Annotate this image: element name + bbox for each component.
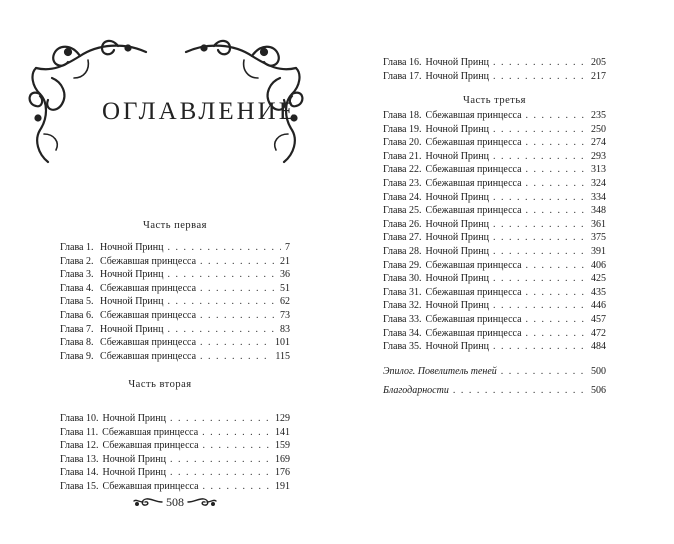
toc-entry[interactable] (60, 255, 290, 269)
toc-entry[interactable] (383, 123, 606, 137)
chapter-title: Ночной Принц (425, 123, 489, 135)
chapter-title: Сбежавшая принцесса (425, 313, 522, 325)
page-number: 62 (280, 296, 290, 308)
page-number: 484 (591, 341, 606, 353)
chapter-number: Глава 31. (383, 286, 422, 298)
toc-entry[interactable] (383, 286, 606, 300)
chapter-title: Сбежавшая принцесса (100, 282, 197, 294)
page-number: 274 (591, 137, 606, 149)
toc-entry[interactable] (60, 466, 290, 480)
page-number: 176 (275, 467, 290, 479)
toc-entry[interactable] (383, 150, 606, 164)
chapter-title: Сбежавшая принцесса (425, 110, 522, 121)
page-number-footer: 508 (166, 494, 184, 509)
chapter-number: Глава 29. (383, 259, 422, 271)
leader-dots (200, 336, 271, 350)
toc-entry[interactable] (60, 241, 290, 255)
chapter-title: Сбежавшая принцесса (100, 350, 197, 362)
toc-entry[interactable] (383, 177, 606, 191)
chapter-title: Сбежавшая принцесса (100, 255, 197, 267)
chapter-title: Сбежавшая принцесса (100, 309, 197, 321)
chapter-number: Глава 23. (383, 177, 422, 189)
toc-entry[interactable] (383, 218, 606, 232)
toc-entry[interactable] (60, 282, 290, 296)
toc-entry[interactable] (60, 426, 290, 440)
chapter-title: Сбежавшая принцесса (102, 440, 199, 452)
toc-entry[interactable] (383, 340, 606, 354)
toc-entry[interactable] (60, 323, 290, 337)
chapter-title: Ночной Принц (100, 269, 164, 281)
page-number: 457 (591, 313, 606, 325)
entry-title: Благодарности (383, 385, 449, 396)
leader-dots (526, 163, 587, 177)
chapter-number: Глава 21. (383, 150, 422, 162)
toc-entry-epilogue[interactable] (383, 362, 606, 381)
leader-dots (493, 123, 587, 137)
chapter-number: Глава 5. (60, 296, 94, 308)
leader-dots (203, 439, 271, 453)
toc-entry[interactable] (60, 412, 290, 426)
chapter-title: Сбежавшая принцесса (425, 177, 522, 189)
back-matter-list (383, 362, 606, 400)
chapter-number: Глава 35. (383, 341, 422, 353)
chapter-number: Глава 8. (60, 337, 94, 349)
chapter-number: Глава 13. (60, 453, 99, 465)
chapter-number: Глава 24. (383, 191, 422, 203)
page-number: 191 (275, 480, 290, 492)
leader-dots (167, 241, 281, 255)
leader-dots (200, 350, 271, 364)
chapter-number: Глава 17. (383, 70, 422, 82)
chapter-number: Глава 6. (60, 309, 94, 321)
page-number: 435 (591, 286, 606, 298)
leader-dots (526, 259, 587, 273)
toc-entry[interactable] (60, 295, 290, 309)
page-number: 169 (275, 453, 290, 465)
footer-flourish-left-icon (133, 496, 163, 508)
chapter-number: Глава 33. (383, 313, 422, 325)
leader-dots (453, 381, 587, 400)
page-number: 115 (275, 350, 290, 362)
page-number: 250 (591, 123, 606, 135)
chapter-number: Глава 15. (60, 480, 99, 492)
page-number: 334 (591, 191, 606, 203)
leader-dots (170, 412, 271, 426)
page-number: 51 (280, 282, 290, 294)
leader-dots (200, 309, 276, 323)
chapter-number: Глава 25. (383, 205, 422, 217)
chapter-number: Глава 18. (383, 110, 422, 121)
toc-entry[interactable] (60, 480, 290, 494)
chapter-number: Глава 10. (60, 413, 99, 424)
leader-dots (200, 255, 276, 269)
toc-entry[interactable] (383, 259, 606, 273)
chapter-number: Глава 2. (60, 255, 94, 267)
toc-entry[interactable] (383, 56, 606, 70)
chapter-number: Глава 9. (60, 350, 94, 362)
page-title: ОГЛАВЛЕНИЕ (102, 98, 297, 125)
leader-dots (202, 426, 271, 440)
leader-dots (493, 340, 587, 354)
toc-entry[interactable] (383, 299, 606, 313)
chapter-number: Глава 27. (383, 232, 422, 244)
continued-list (383, 56, 606, 83)
page-number: 141 (275, 426, 290, 438)
page-number: 500 (591, 366, 606, 377)
leader-dots (526, 286, 587, 300)
chapter-title: Ночной Принц (100, 242, 164, 253)
chapter-title: Ночной Принц (102, 453, 166, 465)
leader-dots (493, 299, 587, 313)
toc-entry[interactable] (60, 350, 290, 364)
page-number: 129 (275, 413, 290, 424)
chapter-title: Ночной Принц (425, 70, 489, 82)
toc-entry[interactable] (60, 439, 290, 453)
toc-entry[interactable] (383, 70, 606, 84)
leader-dots (493, 150, 587, 164)
toc-entry-acknowledgements[interactable] (383, 381, 606, 400)
toc-entry[interactable] (60, 268, 290, 282)
chapter-title: Ночной Принц (425, 57, 489, 68)
page-number: 506 (591, 385, 606, 396)
chapter-number: Глава 7. (60, 323, 94, 335)
toc-entry[interactable] (383, 327, 606, 341)
chapter-title: Ночной Принц (425, 191, 489, 203)
page-number: 101 (275, 337, 290, 349)
page-number: 391 (591, 245, 606, 257)
page-footer (130, 494, 220, 510)
chapter-title: Сбежавшая принцесса (425, 164, 522, 176)
leader-dots (203, 480, 271, 494)
chapter-title: Ночной Принц (100, 323, 164, 335)
toc-entry[interactable] (383, 231, 606, 245)
page-number: 7 (285, 242, 290, 253)
page-number: 36 (280, 269, 290, 281)
toc-entry[interactable] (60, 309, 290, 323)
page-number: 361 (591, 218, 606, 230)
page-number: 406 (591, 259, 606, 271)
toc-entry[interactable] (383, 272, 606, 286)
chapter-number: Глава 26. (383, 218, 422, 230)
right-page (337, 0, 674, 544)
part-three-list (383, 109, 606, 354)
page-number: 159 (275, 440, 290, 452)
part-one-heading: Часть первая (143, 220, 207, 231)
chapter-number: Глава 14. (60, 467, 99, 479)
toc-entry[interactable] (383, 313, 606, 327)
part-one-list (60, 241, 290, 363)
chapter-number: Глава 22. (383, 164, 422, 176)
chapter-title: Ночной Принц (425, 245, 489, 257)
chapter-title: Сбежавшая принцесса (102, 426, 199, 438)
chapter-title: Сбежавшая принцесса (425, 286, 522, 298)
leader-dots (526, 327, 587, 341)
leader-dots (170, 453, 271, 467)
part-three-heading: Часть третья (463, 95, 526, 106)
leader-dots (493, 218, 587, 232)
toc-entry[interactable] (383, 136, 606, 150)
page-number: 21 (280, 255, 290, 267)
page-number: 324 (591, 177, 606, 189)
chapter-title: Ночной Принц (102, 467, 166, 479)
leader-dots (526, 136, 587, 150)
chapter-title: Сбежавшая принцесса (425, 205, 522, 217)
chapter-title: Ночной Принц (100, 296, 164, 308)
chapter-title: Ночной Принц (425, 341, 489, 353)
toc-entry[interactable] (60, 453, 290, 467)
toc-entry[interactable] (60, 336, 290, 350)
chapter-number: Глава 30. (383, 273, 422, 285)
leader-dots (526, 177, 587, 191)
leader-dots (200, 282, 276, 296)
leader-dots (526, 204, 587, 218)
leader-dots (493, 245, 587, 259)
toc-entry[interactable] (383, 191, 606, 205)
leader-dots (493, 231, 587, 245)
leader-dots (493, 272, 587, 286)
page-number: 472 (591, 327, 606, 339)
entry-title: Эпилог. Повелитель теней (383, 366, 497, 377)
chapter-number: Глава 3. (60, 269, 94, 281)
leader-dots (526, 109, 587, 123)
leader-dots (167, 268, 276, 282)
chapter-number: Глава 11. (60, 426, 99, 438)
chapter-title: Сбежавшая принцесса (425, 137, 522, 149)
page-number: 293 (591, 150, 606, 162)
chapter-title: Ночной Принц (425, 218, 489, 230)
chapter-title: Сбежавшая принцесса (425, 259, 522, 271)
chapter-title: Сбежавшая принцесса (425, 327, 522, 339)
part-two-heading: Часть вторая (128, 379, 192, 390)
leader-dots (167, 295, 276, 309)
chapter-title: Ночной Принц (425, 232, 489, 244)
leader-dots (170, 466, 271, 480)
chapter-title: Сбежавшая принцесса (102, 480, 199, 492)
page-number: 217 (591, 70, 606, 82)
toc-entry[interactable] (383, 245, 606, 259)
leader-dots (493, 191, 587, 205)
page-number: 235 (591, 110, 606, 121)
toc-entry[interactable] (383, 204, 606, 218)
leader-dots (167, 323, 276, 337)
toc-entry[interactable] (383, 109, 606, 123)
part-two-list (60, 412, 290, 494)
page-number: 83 (280, 323, 290, 335)
chapter-number: Глава 19. (383, 123, 422, 135)
chapter-number: Глава 20. (383, 137, 422, 149)
chapter-number: Глава 1. (60, 242, 94, 253)
chapter-title: Ночной Принц (425, 273, 489, 285)
page-number: 425 (591, 273, 606, 285)
chapter-number: Глава 28. (383, 245, 422, 257)
toc-entry[interactable] (383, 163, 606, 177)
chapter-number: Глава 34. (383, 327, 422, 339)
chapter-number: Глава 4. (60, 282, 94, 294)
chapter-title: Ночной Принц (102, 413, 166, 424)
chapter-title: Ночной Принц (425, 300, 489, 312)
chapter-title: Ночной Принц (425, 150, 489, 162)
page-number: 446 (591, 300, 606, 312)
page-number: 348 (591, 205, 606, 217)
page-number: 313 (591, 164, 606, 176)
leader-dots (526, 313, 587, 327)
chapter-number: Глава 12. (60, 440, 99, 452)
leader-dots (493, 70, 587, 84)
chapter-title: Сбежавшая принцесса (100, 337, 197, 349)
footer-flourish-right-icon (187, 496, 217, 508)
leader-dots (501, 362, 587, 381)
page-number: 73 (280, 309, 290, 321)
chapter-number: Глава 32. (383, 300, 422, 312)
page-number: 375 (591, 232, 606, 244)
leader-dots (493, 56, 587, 70)
page-number: 205 (591, 57, 606, 68)
chapter-number: Глава 16. (383, 57, 422, 68)
